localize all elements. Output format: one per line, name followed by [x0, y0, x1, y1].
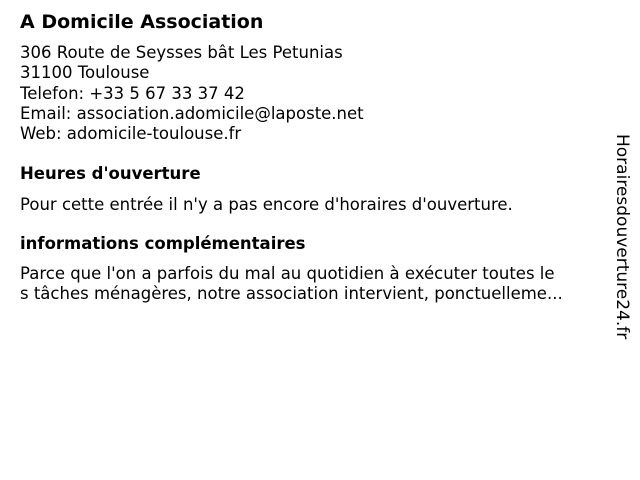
- additional-info-line-1: Parce que l'on a parfois du mal au quotidien à exécuter toutes le: [20, 264, 555, 283]
- email-line: Email: association.adomicile@laposte.net: [20, 103, 364, 123]
- address-street: 306 Route de Seysses bât Les Petunias: [20, 43, 343, 62]
- additional-info-heading: informations complémentaires: [20, 234, 306, 253]
- additional-info-line-2: s tâches ménagères, notre association intervient, ponctuelleme...: [20, 284, 563, 304]
- contact-block: [20, 43, 364, 144]
- opening-hours-text: [20, 195, 513, 215]
- additional-info-text: [20, 264, 563, 305]
- opening-hours-heading: Heures d'ouverture: [20, 164, 201, 183]
- opening-hours-line: Pour cette entrée il n'y a pas encore d'horaires d'ouverture.: [20, 195, 513, 214]
- address-city: 31100 Toulouse: [20, 63, 150, 83]
- entry-title: A Domicile Association: [20, 11, 264, 33]
- site-watermark: Horairesdouverture24.fr: [612, 134, 632, 340]
- phone-line: Telefon: +33 5 67 33 37 42: [20, 83, 245, 103]
- website-line: Web: adomicile-toulouse.fr: [20, 124, 242, 144]
